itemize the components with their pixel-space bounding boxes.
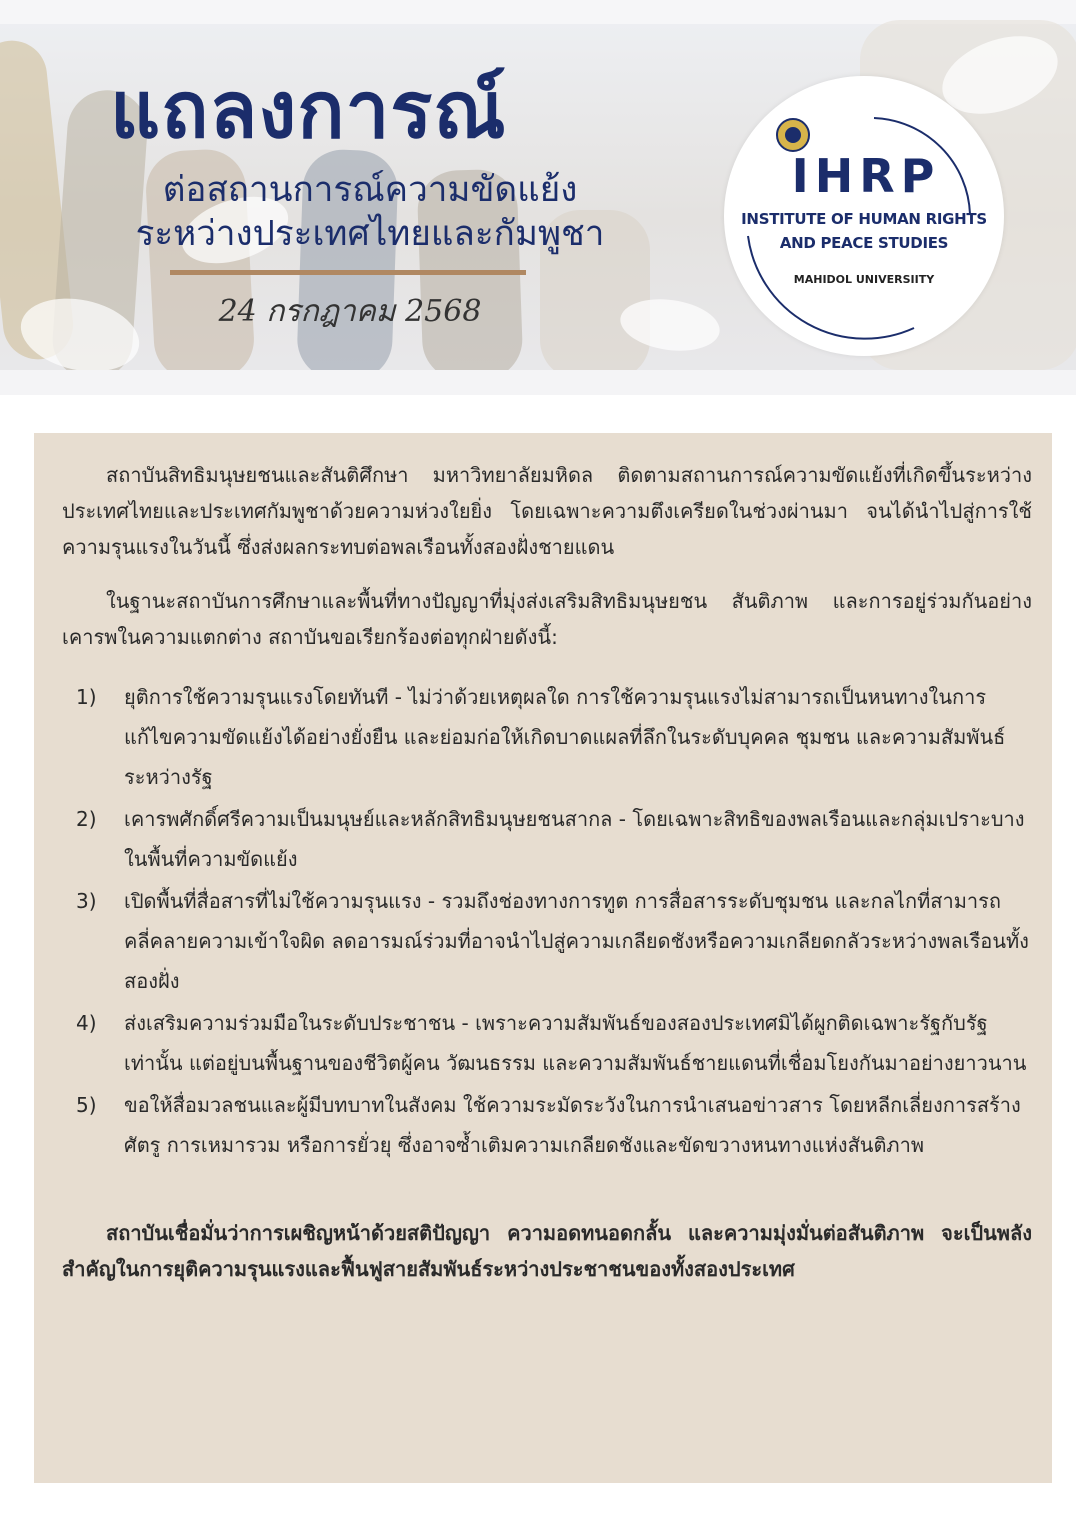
logo-university: MAHIDOL UNIVERSIITY (793, 273, 935, 286)
list-number: 5) (76, 1093, 97, 1117)
list-number: 3) (76, 889, 97, 913)
ihrp-logo (724, 76, 1004, 356)
list-item (62, 677, 1032, 797)
list-text: ขอให้สื่อมวลชนและผู้มีบทบาทในสังคม ใช้ความระมัดระวังในการนำเสนอข่าวสาร โดยหลีกเลี่ยงการสร้างศัตรู การเหมารวม หรือการยั่วยุ ซึ่งอาจซ้ำเติมความเกลียดชังและขัดขวางหนทางแห่งสันติภาพ (124, 1093, 1021, 1157)
list-number: 2) (76, 807, 97, 831)
logo-line-2: AND PEACE STUDIES (779, 234, 949, 252)
logo-acronym: IHRP (791, 149, 941, 203)
title-divider (170, 270, 526, 275)
header-banner (0, 0, 1076, 395)
list-item (62, 881, 1032, 1001)
subtitle-line-1: ต่อสถานการณ์ความขัดแย้ง (162, 170, 578, 210)
page-title: แถลงการณ์ (110, 66, 507, 156)
statement-body (62, 457, 1032, 1287)
list-number: 4) (76, 1011, 97, 1035)
statement-panel (34, 433, 1052, 1483)
logo-line-1: INSTITUTE OF HUMAN RIGHTS (741, 210, 987, 228)
list-text: เคารพศักดิ์ศรีความเป็นมนุษย์และหลักสิทธิมนุษยชนสากล - โดยเฉพาะสิทธิของพลเรือนและกลุ่มเปราะบางในพื้นที่ความขัดแย้ง (124, 807, 1025, 871)
header-bottom-band (0, 370, 1076, 395)
university-seal-icon (776, 118, 810, 152)
list-item (62, 1085, 1032, 1165)
closing-paragraph: สถาบันเชื่อมั่นว่าการเผชิญหน้าด้วยสติปัญญา ความอดทนอดกลั้น และความมุ่งมั่นต่อสันติภาพ จะเป็นพลังสำคัญในการยุติความรุนแรงและฟื้นฟูสายสัมพันธ์ระหว่างประชาชนของทั้งสองประเทศ (62, 1221, 1032, 1281)
intro-paragraph: สถาบันสิทธิมนุษยชนและสันติศึกษา มหาวิทยาลัยมหิดล ติดตามสถานการณ์ความขัดแย้งที่เกิดขึ้นระหว่างประเทศไทยและประเทศกัมพูชาด้วยความห่วงใยยิ่ง โดยเฉพาะความตึงเครียดในช่วงผ่านมา จนได้นำไปสู่การใช้ความรุนแรงในวันนี้ ซึ่งส่งผลกระทบต่อพลเรือนทั้งสองฝั่งชายแดน (62, 463, 1032, 559)
page-subtitle (90, 168, 650, 256)
call-paragraph: ในฐานะสถาบันการศึกษาและพื้นที่ทางปัญญาที่มุ่งส่งเสริมสิทธิมนุษยชน สันติภาพ และการอยู่ร่วมกันอย่างเคารพในความแตกต่าง สถาบันขอเรียกร้องต่อทุกฝ่ายดังนี้: (62, 589, 1032, 649)
subtitle-line-2: ระหว่างประเทศไทยและกัมพูชา (135, 214, 605, 254)
list-text: เปิดพื้นที่สื่อสารที่ไม่ใช้ความรุนแรง - รวมถึงช่องทางการทูต การสื่อสารระดับชุมชน และกลไกที่สามารถคลี่คลายความเข้าใจผิด ลดอารมณ์ร่วมที่อาจนำไปสู่ความเกลียดชังหรือความเกลียดกลัวระหว่างพลเรือนทั้งสองฝั่ง (124, 889, 1029, 993)
list-text: ยุติการใช้ความรุนแรงโดยทันที - ไม่ว่าด้วยเหตุผลใด การใช้ความรุนแรงไม่สามารถเป็นหนทางในการแก้ไขความขัดแย้งได้อย่างยั่งยืน และย่อมก่อให้เกิดบาดแผลที่ลึกในระดับบุคคล ชุมชน และความสัมพันธ์ระหว่างรัฐ (124, 685, 1006, 789)
list-text: ส่งเสริมความร่วมมือในระดับประชาชน - เพราะความสัมพันธ์ของสองประเทศมิได้ผูกติดเฉพาะรัฐกับรัฐเท่านั้น แต่อยู่บนพื้นฐานของชีวิตผู้คน วัฒนธรรม และความสัมพันธ์ชายแดนที่เชื่อมโยงกันมาอย่างยาวนาน (124, 1011, 1027, 1075)
list-number: 1) (76, 685, 97, 709)
list-item (62, 799, 1032, 879)
demands-list (62, 677, 1032, 1165)
statement-date: 24 กรกฎาคม 2568 (218, 294, 482, 329)
seal-center (785, 127, 801, 143)
list-item (62, 1003, 1032, 1083)
